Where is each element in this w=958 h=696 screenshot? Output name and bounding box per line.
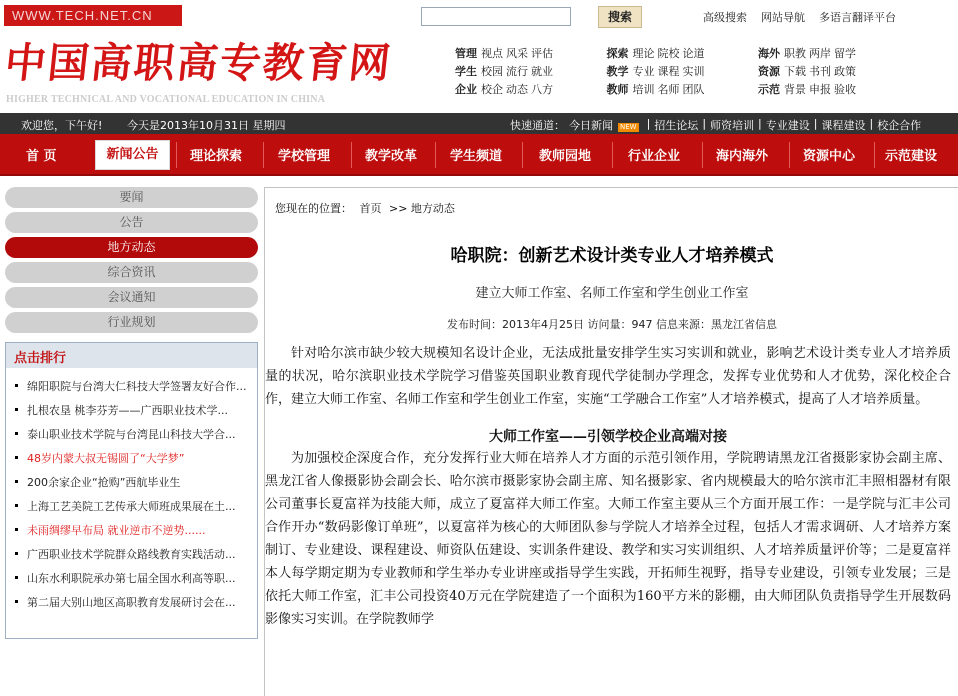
quick-heading[interactable]: 示范 [758,83,780,96]
breadcrumb [275,200,459,216]
quick-link[interactable]: 就业 [531,65,553,78]
ranking-item[interactable]: 绵阳职院与台湾大仁科技大学签署友好合作... [6,378,257,402]
article-meta: 发布时间：2013年4月25日 访问量：947 信息来源：黑龙江省信息 [447,318,777,331]
sidebar-item-planning[interactable]: 行业规划 [5,312,258,333]
date-text: 今天是2013年10月31日 星期四 [127,119,286,132]
welcome-text: 欢迎您，下午好! [21,119,103,132]
quick-heading[interactable]: 海外 [758,47,780,60]
fast-link-news[interactable] [569,117,643,133]
nav-home[interactable]: 首 页 [26,149,57,164]
main-nav [0,134,958,176]
quick-link[interactable]: 校园 [481,65,503,78]
info-bar [0,113,958,134]
quick-link[interactable]: 验收 [834,83,856,96]
ranking-item[interactable]: 200余家企业“抢购”西航毕业生 [6,474,257,498]
quick-link[interactable]: 动态 [506,83,528,96]
ranking-item[interactable]: 扎根农垦 桃李芬芳——广西职业技术学... [6,402,257,426]
quick-heading[interactable]: 探索 [606,47,629,60]
nav-overseas[interactable]: 海内海外 [716,149,769,164]
separator: | [646,117,651,130]
quick-link[interactable]: 理论 [632,47,655,60]
advanced-search-link[interactable]: 高级搜索 [703,11,747,24]
nav-management[interactable]: 学校管理 [278,149,331,164]
nav-theory[interactable]: 理论探索 [190,149,243,164]
breadcrumb-home[interactable]: 首页 [359,202,382,215]
quick-heading[interactable]: 管理 [455,47,477,60]
sidebar-item-local-news[interactable]: 地方动态 [5,237,258,258]
quick-link[interactable]: 背景 [784,83,806,96]
quick-link[interactable]: 政策 [834,65,856,78]
sidebar-item-headlines[interactable]: 要闻 [5,187,258,208]
quick-link[interactable]: 职教 [784,47,806,60]
breadcrumb-label: 您现在的位置： [275,202,352,215]
quick-heading[interactable]: 教学 [606,65,629,78]
nav-divider [263,142,264,168]
quick-link[interactable]: 流行 [506,65,528,78]
header [0,33,958,113]
fast-link-major[interactable]: 专业建设 [765,119,810,132]
separator: | [869,117,874,130]
fast-link-admission[interactable]: 招生论坛 [654,119,699,132]
quick-link[interactable]: 书刊 [809,65,831,78]
article-paragraph: 为加强校企深度合作，充分发挥行业大师在培养人才方面的示范引领作用，学院聘请黑龙江省摄影家协会副主席、黑龙江省人像摄影协会副会长、哈尔滨市摄影家协会副主席、知名摄影家、省内规模最大的哈尔滨市汇丰照相器材有限公司董事长夏富祥为技能大师，成立了夏富祥大师工作室。大师工作室主要从三个方面开展工作：一是学院与汇丰公司合作开办“数码影像订单班”，以夏富祥为核心的大师团队参与学院人才培养全过程，包括人才需求调研、人才培养方案制订、专业建设、课程建设、师资队伍建设、实训条件建设、教学和实习实训组织、人才培养质量评价等；二是夏富祥本人每学期定期为专业教师和学生举办专业讲座或指导学生实践，开拓师生视野，指导专业建设，引领专业发展；三是依托大师工作室，汇丰公司投资40万元在学院建造了一个面积为160平方米的影棚，由大师团队负责指导学生开展数码影像实习实训。在学院教师学 [265,451,951,627]
nav-divider [522,142,523,168]
quick-heading[interactable]: 企业 [455,83,477,96]
nav-divider [351,142,352,168]
nav-divider [702,142,703,168]
fast-link-label: 今日新闻 [569,119,613,132]
nav-divider [435,142,436,168]
ranking-item[interactable]: 泰山职业技术学院与台湾昆山科技大学合... [6,426,257,450]
quick-heading[interactable]: 教师 [606,83,629,96]
top-bar [0,0,958,33]
ranking-item[interactable]: 广西职业技术学院群众路线教育实践活动... [6,546,257,570]
quick-link[interactable]: 两岸 [809,47,831,60]
quick-heading[interactable]: 学生 [455,65,477,78]
fast-channel [510,117,925,133]
quick-link[interactable]: 专业 [632,65,655,78]
separator: | [702,117,707,130]
quick-links [455,45,906,99]
sidebar-menu [5,187,258,337]
article-panel [264,187,958,696]
quick-row-3 [455,81,906,99]
fast-link-training[interactable]: 师资培训 [710,119,755,132]
sidebar-item-announcements[interactable]: 公告 [5,212,258,233]
quick-row-1 [455,45,906,63]
separator: | [758,117,762,130]
quick-row-2 [455,63,906,81]
ranking-item[interactable]: 48岁内蒙大叔无锡圆了“大学梦” [6,450,257,474]
nav-divider [176,142,177,168]
fast-link-course[interactable]: 课程建设 [821,119,866,132]
article-body [265,342,951,631]
article-paragraph: 针对哈尔滨市缺少较大规模知名设计企业，无法成批量安排学生实习实训和就业，影响艺术设计类专业人才培养质量的状况，哈尔滨职业技术学院学习借鉴英国职业教育现代学徒制办学理念，发挥专业优势和人才优势，深化校企合作，建立大师工作室、名师工作室和学生创业工作室，实施“工学融合工作室”人才培养模式，提高了人才培养质量。 [265,346,951,407]
quick-link[interactable]: 风采 [506,47,528,60]
site-url-link[interactable]: WWW.TECH.NET.CN [4,5,182,26]
site-logo[interactable]: 中国高职高专教育网 [2,39,395,87]
nav-divider [874,142,875,168]
quick-link[interactable]: 课程 [657,65,680,78]
sidebar-item-meetings[interactable]: 会议通知 [5,287,258,308]
fast-link-cooperation[interactable]: 校企合作 [877,119,922,132]
quick-link[interactable]: 下载 [784,65,806,78]
click-ranking-panel [5,342,258,639]
quick-link[interactable]: 八方 [531,83,553,96]
quick-link[interactable]: 实训 [682,65,705,78]
translate-link[interactable]: 多语言翻译平台 [819,11,896,24]
search-input[interactable] [421,7,571,26]
article-title: 哈职院：创新艺术设计类专业人才培养模式 [450,246,774,266]
ranking-item[interactable]: 山东水利职院承办第七届全国水利高等职... [6,570,257,594]
nav-students[interactable]: 学生频道 [450,149,503,164]
breadcrumb-current[interactable]: >> 地方动态 [389,202,455,215]
nav-resources[interactable]: 资源中心 [803,149,856,164]
search-button[interactable]: 搜索 [598,6,642,28]
ranking-list [6,368,257,618]
new-badge-icon: NEW [620,123,637,131]
quick-link[interactable]: 留学 [834,47,856,60]
article-subtitle: 建立大师工作室、名师工作室和学生创业工作室 [475,286,749,301]
ranking-item[interactable]: 未雨绸缪早布局 就业逆市不逆势...... [6,522,257,546]
nav-teachers[interactable]: 教师园地 [539,149,592,164]
top-links [703,9,896,25]
nav-reform[interactable]: 教学改革 [365,149,418,164]
quick-link[interactable]: 培训 [632,83,655,96]
sidebar-item-general-info[interactable]: 综合资讯 [5,262,258,283]
nav-divider [789,142,790,168]
site-nav-link[interactable]: 网站导航 [761,11,805,24]
quick-link[interactable]: 院校 [657,47,680,60]
ranking-title: 点击排行 [6,343,257,368]
fast-channel-label: 快速通道： [510,119,565,132]
nav-demonstration[interactable]: 示范建设 [885,149,938,164]
nav-divider [612,142,613,168]
site-logo-english: HIGHER TECHNICAL AND VOCATIONAL EDUCATION IN CHINA [6,94,326,105]
nav-news-active[interactable]: 新闻公告 [95,140,170,170]
ranking-item[interactable]: 第二届大别山地区高职教育发展研讨会在... [6,594,257,618]
quick-link[interactable]: 名师 [657,83,680,96]
section-heading: 大师工作室——引领学校企业高端对接 [489,429,727,445]
quick-link[interactable]: 申报 [809,83,831,96]
quick-link[interactable]: 论道 [682,47,705,60]
quick-link[interactable]: 校企 [481,83,503,96]
ranking-item[interactable]: 上海工艺美院工艺传承大师班成果展在土... [6,498,257,522]
separator: | [813,117,818,130]
quick-heading[interactable]: 资源 [758,65,780,78]
quick-link[interactable]: 团队 [682,83,705,96]
quick-link[interactable]: 评估 [531,47,553,60]
nav-industry[interactable]: 行业企业 [628,149,681,164]
quick-link[interactable]: 视点 [481,47,503,60]
